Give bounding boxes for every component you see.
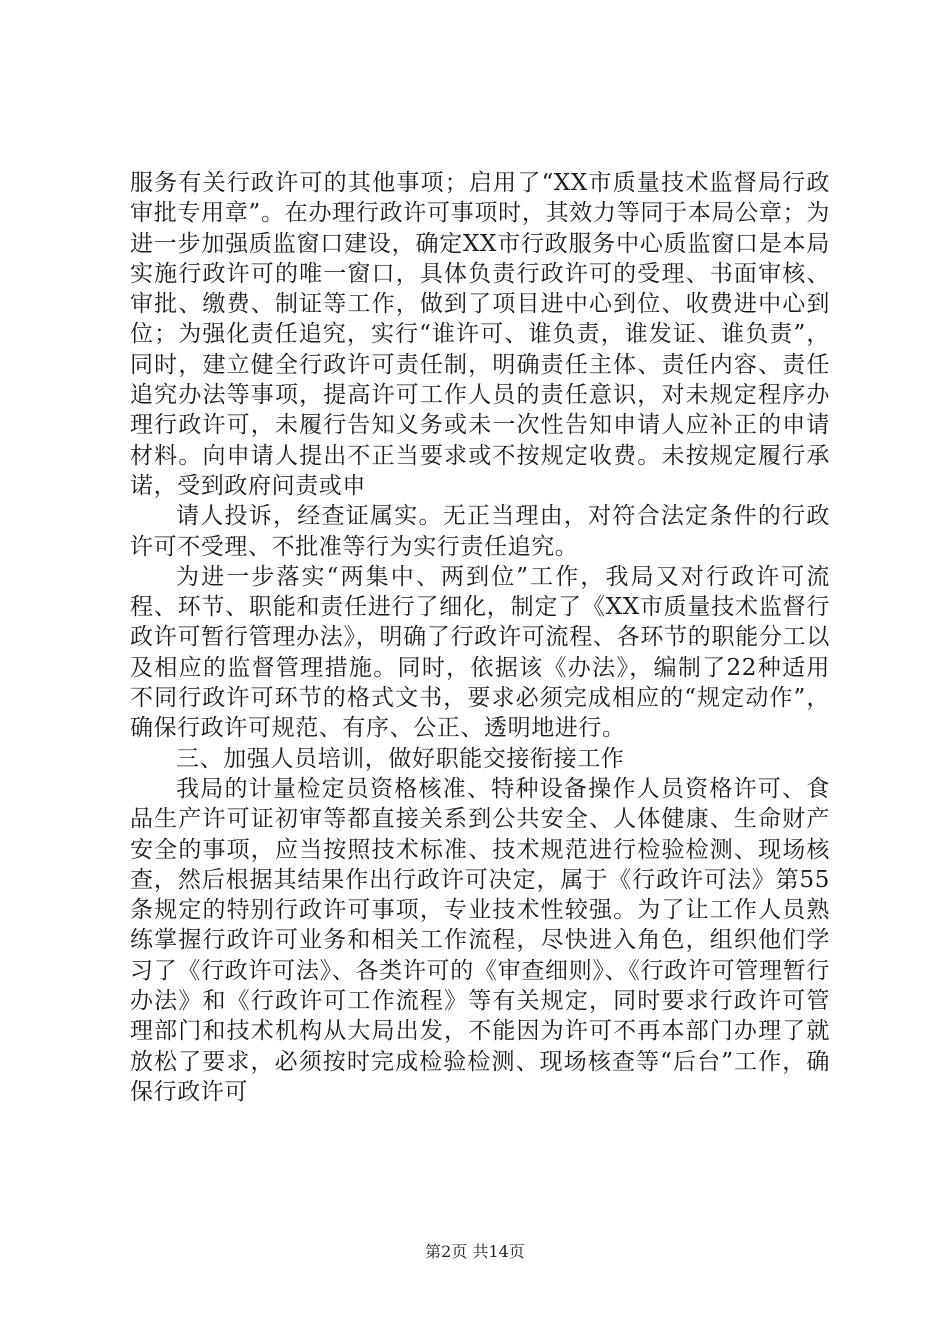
paragraph-1: 服务有关行政许可的其他事项；启用了“XX市质量技术监督局行政审批专用章”。在办理行政许可事项时，其效力等同于本局公章；为进一步加强质监窗口建设，确定XX市行政服务中心质监窗口是本局实施行政许可的唯一窗口，具体负责行政许可的受理、书面审核、审批、缴费、制证等工作，做到了项目进中心到位、收费进中心到位；为强化责任追究，实行“谁许可、谁负责，谁发证、谁负责”，同时，建立健全行政许可责任制，明确责任主体、责任内容、责任追究办法等事项，提高许可工作人员的责任意识，对未规定程序办理行政许可，未履行告知义务或未一次性告知申请人应补正的申请材料。向申请人提出不正当要求或不按规定收费。未按规定履行承诺，受到政府问责或申 xyxy=(130,170,830,499)
paragraph-5: 我局的计量检定员资格核准、特种设备操作人员资格许可、食品生产许可证初审等都直接关系到公共安全、人体健康、生命财产安全的事项，应当按照技术标准、技术规范进行检验检测、现场核查，然后根据其结果作出行政许可决定，属于《行政许可法》第55条规定的特别行政许可事项，专业技术性较强。为了让工作人员熟练掌握行政许可业务和相关工作流程，尽快进入角色，组织他们学习了《行政许可法》、各类许可的《审查细则》、《行政许可管理暂行办法》和《行政许可工作流程》等有关规定，同时要求行政许可管理部门和技术机构从大局出发，不能因为许可不再本部门办理了就放松了要求，必须按时完成检验检测、现场核查等“后台”工作，确保行政许可 xyxy=(130,775,830,1105)
paragraph-2: 请人投诉，经查证属实。无正当理由，对符合法定条件的行政许可不受理、不批准等行为实行责任追究。 xyxy=(130,503,830,560)
document-body xyxy=(130,168,830,1107)
paragraph-3: 为进一步落实“两集中、两到位”工作，我局又对行政许可流程、环节、职能和责任进行了细化，制定了《XX市质量技术监督行政许可暂行管理办法》，明确了行政许可流程、各环节的职能分工以及相应的监督管理措施。同时，依据该《办法》，编制了22种适用不同行政许可环节的格式文书，要求必须完成相应的“规定动作”，确保行政许可规范、有序、公正、透明地进行。 xyxy=(130,563,830,742)
page-footer: 第2页 共14页 xyxy=(425,1242,525,1261)
section-heading: 三、加强人员培训，做好职能交接衔接工作 xyxy=(176,745,625,772)
